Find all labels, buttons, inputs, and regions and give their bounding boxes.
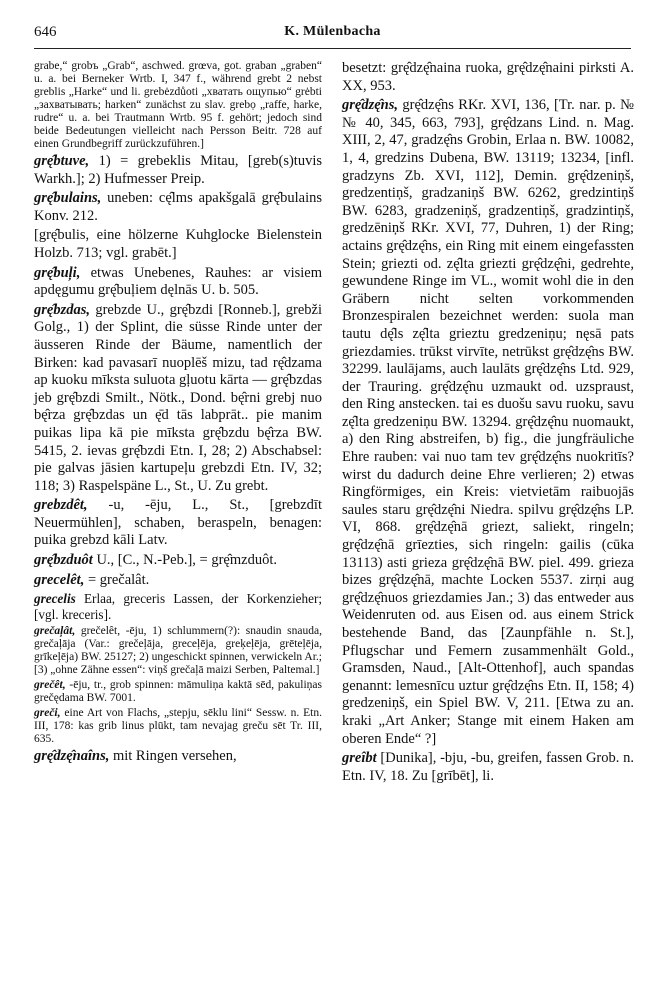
dictionary-entry [34, 153, 322, 188]
dictionary-entry [34, 497, 322, 550]
entry-headword: grecelis [34, 591, 76, 607]
entry-text: -ēju, tr., grob spinnen: māmuliņa kaktā sēd, pakuliņas grečędama BW. 7001. [34, 678, 322, 704]
entry-text: Erlaa, greceris Lassen, der Korkenzieher; [vgl. kreceris]. [34, 591, 322, 623]
page-header [34, 20, 631, 49]
entry-text: [grę̂bulis, eine hölzerne Kuhglocke Bielenstein Holzb. 713; vgl. grabēt.] [34, 227, 322, 261]
entry-text: grabe,“ grobъ „Grab“, aschwed. grœva, got. graban „graben“ u. a. bei Berneker Wrtb. I, 347 f., während grebt 2 nebst greblis „Harke“ und li. grebėzdůoti „хватать ощупью“ grėbti „захватывать; harken“ zunächst zu slav. grebọ „raffe, harke, rudre“ u. a. bei Trautmann Wrtb. 95 f. gehört; jedoch sind beide Bedeutungen vielleicht nach Persson Beitr. 728 auf einen Grundbegriff zurückzuführen.] [34, 60, 322, 150]
entry-text: -u, -ēju, L., St., [grebzdīt Neuermühlen], schaben, beraspeln, benagen: puika grebzd kāli Latv. [34, 497, 322, 549]
entry-headword: grečaļât, [34, 624, 76, 637]
entry-headword: grę̂btuve, [34, 153, 90, 169]
dictionary-entry [34, 625, 322, 677]
running-title: K. Mülenbacha [284, 24, 381, 39]
dictionary-entry [342, 97, 634, 748]
entry-text: besetzt: grę̂dzę̂naina ruoka, grę̂dzę̂naini pirksti A. XX, 953. [342, 60, 634, 94]
entry-headword: grę̂bzdas, [34, 301, 90, 318]
entry-text: U., [C., N.-Peb.], = grę̂mzduôt. [92, 552, 277, 569]
entry-text: = grečalât. [84, 571, 150, 588]
entry-headword: grečêt, [34, 678, 66, 691]
entry-text: uneben: cę̂lms apakšgalā grę̂bulains Konv. 212. [34, 190, 322, 224]
entry-text: grę̂dzę̂ns RKr. XVI, 136, [Tr. nar. p. №№ 40, 345, 663, 793], grę̂dzans Lind. n. Mag. XIII, 2, 47, gradzę̂ns Grobin, Erlaa n. BW. 10082, 1, 4, gredzins Dubena, BW. 13119; 13234, [infl. gradzyns Zb. XVI, 112], Demin. grę̂dzeniņš, gredzentiņš, gradzaniņš BW. 6262, gredzintiņš BW. 6283, gradzeniņš, gradzentiņš, gradzintiņš, gredzēniņš RKr. XVI, 77, Duhren, 1) der Ring; actains grę̂dzę̂ns, ein Ring mit einem eingefassten Stein; griezti od. zę̂lta griezti grę̂dzę̂ni, gedrehte, gewundene Ringe im VL., womit wohl die in den Gräbern nicht selten vorkommenden Bronzespiralen bezeichnet werden: suola man tautu dę̂ls zę̂lta grieztu gredzeniņu; nęsā pats griezdamies. trūkst virvīte, netrūkst grę̂dzę̂ns BW. 32299. laulājams, auch laulāts grę̂dzę̂ns Ltd. 929, der Trauring. grę̂dzę̂nu uzmaukt od. uzspraust, den Ring anstecken. tai es duošu savu ruoku, savu zę̂lta gredzeniņu BW. 13294. grę̂dzę̂nu nuomaukt, a) den Ring abstreifen, b) fig., die jungfräuliche Ehre rauben: vai nuo tam tev grę̂dzę̂ns nuokritīs? wirst du dadurch deine Ehre verlieren; 2) etwas Ringförmiges, ein Kreis: vietvietām raibuojās saules staru grę̂dzę̂ni Niedra. spilvu grę̂dzę̂ns LP. VI, 868. grę̂dzę̂nā griezt, saliekt, ringeln; grę̂dzę̂nā grīezties, sich ringeln: gailis (cūka 13113) asti grieza grę̂dzę̂nā BW. piel. 499. grieza bizes grę̂dzę̂nā, machte Locken 5537. zirņi aug grę̂dzę̂nuos griezdamies Jan.; 3) das entweder aus Weidenruten od. aus Eisen od. aus einem Strick bestehende Band, das [Zaunpfähle n. St.], Pflugschar und Femern zusammenhält Gold., Gramsden, Naud., [Alt-Ottenhof], auch spandas genannt: lemesnīcu uztur grę̂dzę̂ns Etn. II, 158; 4) gredzeniņš, ein Spiel BW. V, 211. [Etwa zu an. kraki „Art Anker; Stange mit einem Haken am oberen Ende“ ?] [342, 97, 634, 747]
entry-headword: grę̂dzę̂ns, [342, 97, 398, 114]
dictionary-entry [34, 552, 322, 570]
dictionary-entry [34, 60, 322, 151]
dictionary-entry [34, 572, 322, 590]
entry-text: [Dunika], -bju, -bu, greifen, fassen Grob. n. Etn. IV, 18. Zu [grībēt], li. [342, 750, 634, 784]
left-column [34, 60, 322, 767]
entry-text: grečelêt, -ēju, 1) schlummern(?): snaudin snauda, grečaļāja (Var.: grečeļāja, greceļēja, greķeļēja, grēteļēja, grīkeļēja) BW. 25127; 2) ungeschickt spinnen, verwickeln Ar.; [3) „ohne Zähne essen“: viņš grečaļā maizi Serben, Paltemal.] [34, 624, 322, 676]
dictionary-entry [34, 707, 322, 746]
entry-headword: grę̂dzę̂naîns, [34, 747, 110, 764]
entry-headword: grebzdêt, [34, 497, 88, 514]
entry-headword: grę̂buļi, [34, 264, 81, 281]
entry-text: eine Art von Flachs, „stepju, sēklu lini“ Sessw. n. Etn. III, 178: kas grib linus plūkt, tam nevajag greču sēt Tr. III, 635. [34, 706, 322, 745]
entry-headword: grecelêt, [34, 571, 85, 588]
entry-text: etwas Unebenes, Rauhes: ar visiem apdęgumu grę̂buļiem dęlnās U. b. 505. [34, 264, 322, 299]
dictionary-entry [34, 190, 322, 225]
dictionary-entry [342, 60, 634, 95]
page-number: 646 [34, 24, 57, 40]
entry-headword: grę̂bzduôt [34, 552, 93, 569]
entry-headword: grę̂bulains, [34, 190, 102, 207]
entry-text: mit Ringen versehen, [109, 747, 237, 764]
dictionary-entry [34, 227, 322, 262]
dictionary-entry [34, 265, 322, 300]
entry-text: grebzde U., grę̂bzdi [Ronneb.], grebži Golg., 1) der Splint, die süsse Rinde unter der äusseren Rinde der Bäume, namentlich der Birken: kad pavasarī nuoplēš mizu, tad rę̂dzama ap kuoku mīksta suluota gļuotu kārta — grę̂bzdas jeb grę̂bzdi Smilt., Nötk., Dond. bę̂rni grebj nuo bę̂rza grę̂bzdas un ę̄d tās labprāt.. pie manim puikas lipa kā pie mīksta grę̂bzdu bę̂rza BW. 5415, 2. ievas grę̂bzdi Etn. I, 28; 2) Abschabsel: pie galvas jāsien kartupeļu grebzdi Etn. IV, 32; 118; 3) Raspelspäne L., St., U. Zu grebt. [34, 301, 322, 494]
dictionary-entry [34, 591, 322, 623]
dictionary-entry [34, 679, 322, 705]
right-column [342, 60, 634, 787]
entry-headword: greči, [34, 706, 61, 719]
dictionary-entry [34, 748, 322, 766]
dictionary-entry [342, 750, 634, 785]
entry-headword: greîbt [342, 750, 377, 767]
dictionary-entry [34, 302, 322, 496]
entry-text: 1) = grebeklis Mitau, [greb(s)tuvis Warkh.]; 2) Hufmesser Preip. [34, 153, 322, 187]
